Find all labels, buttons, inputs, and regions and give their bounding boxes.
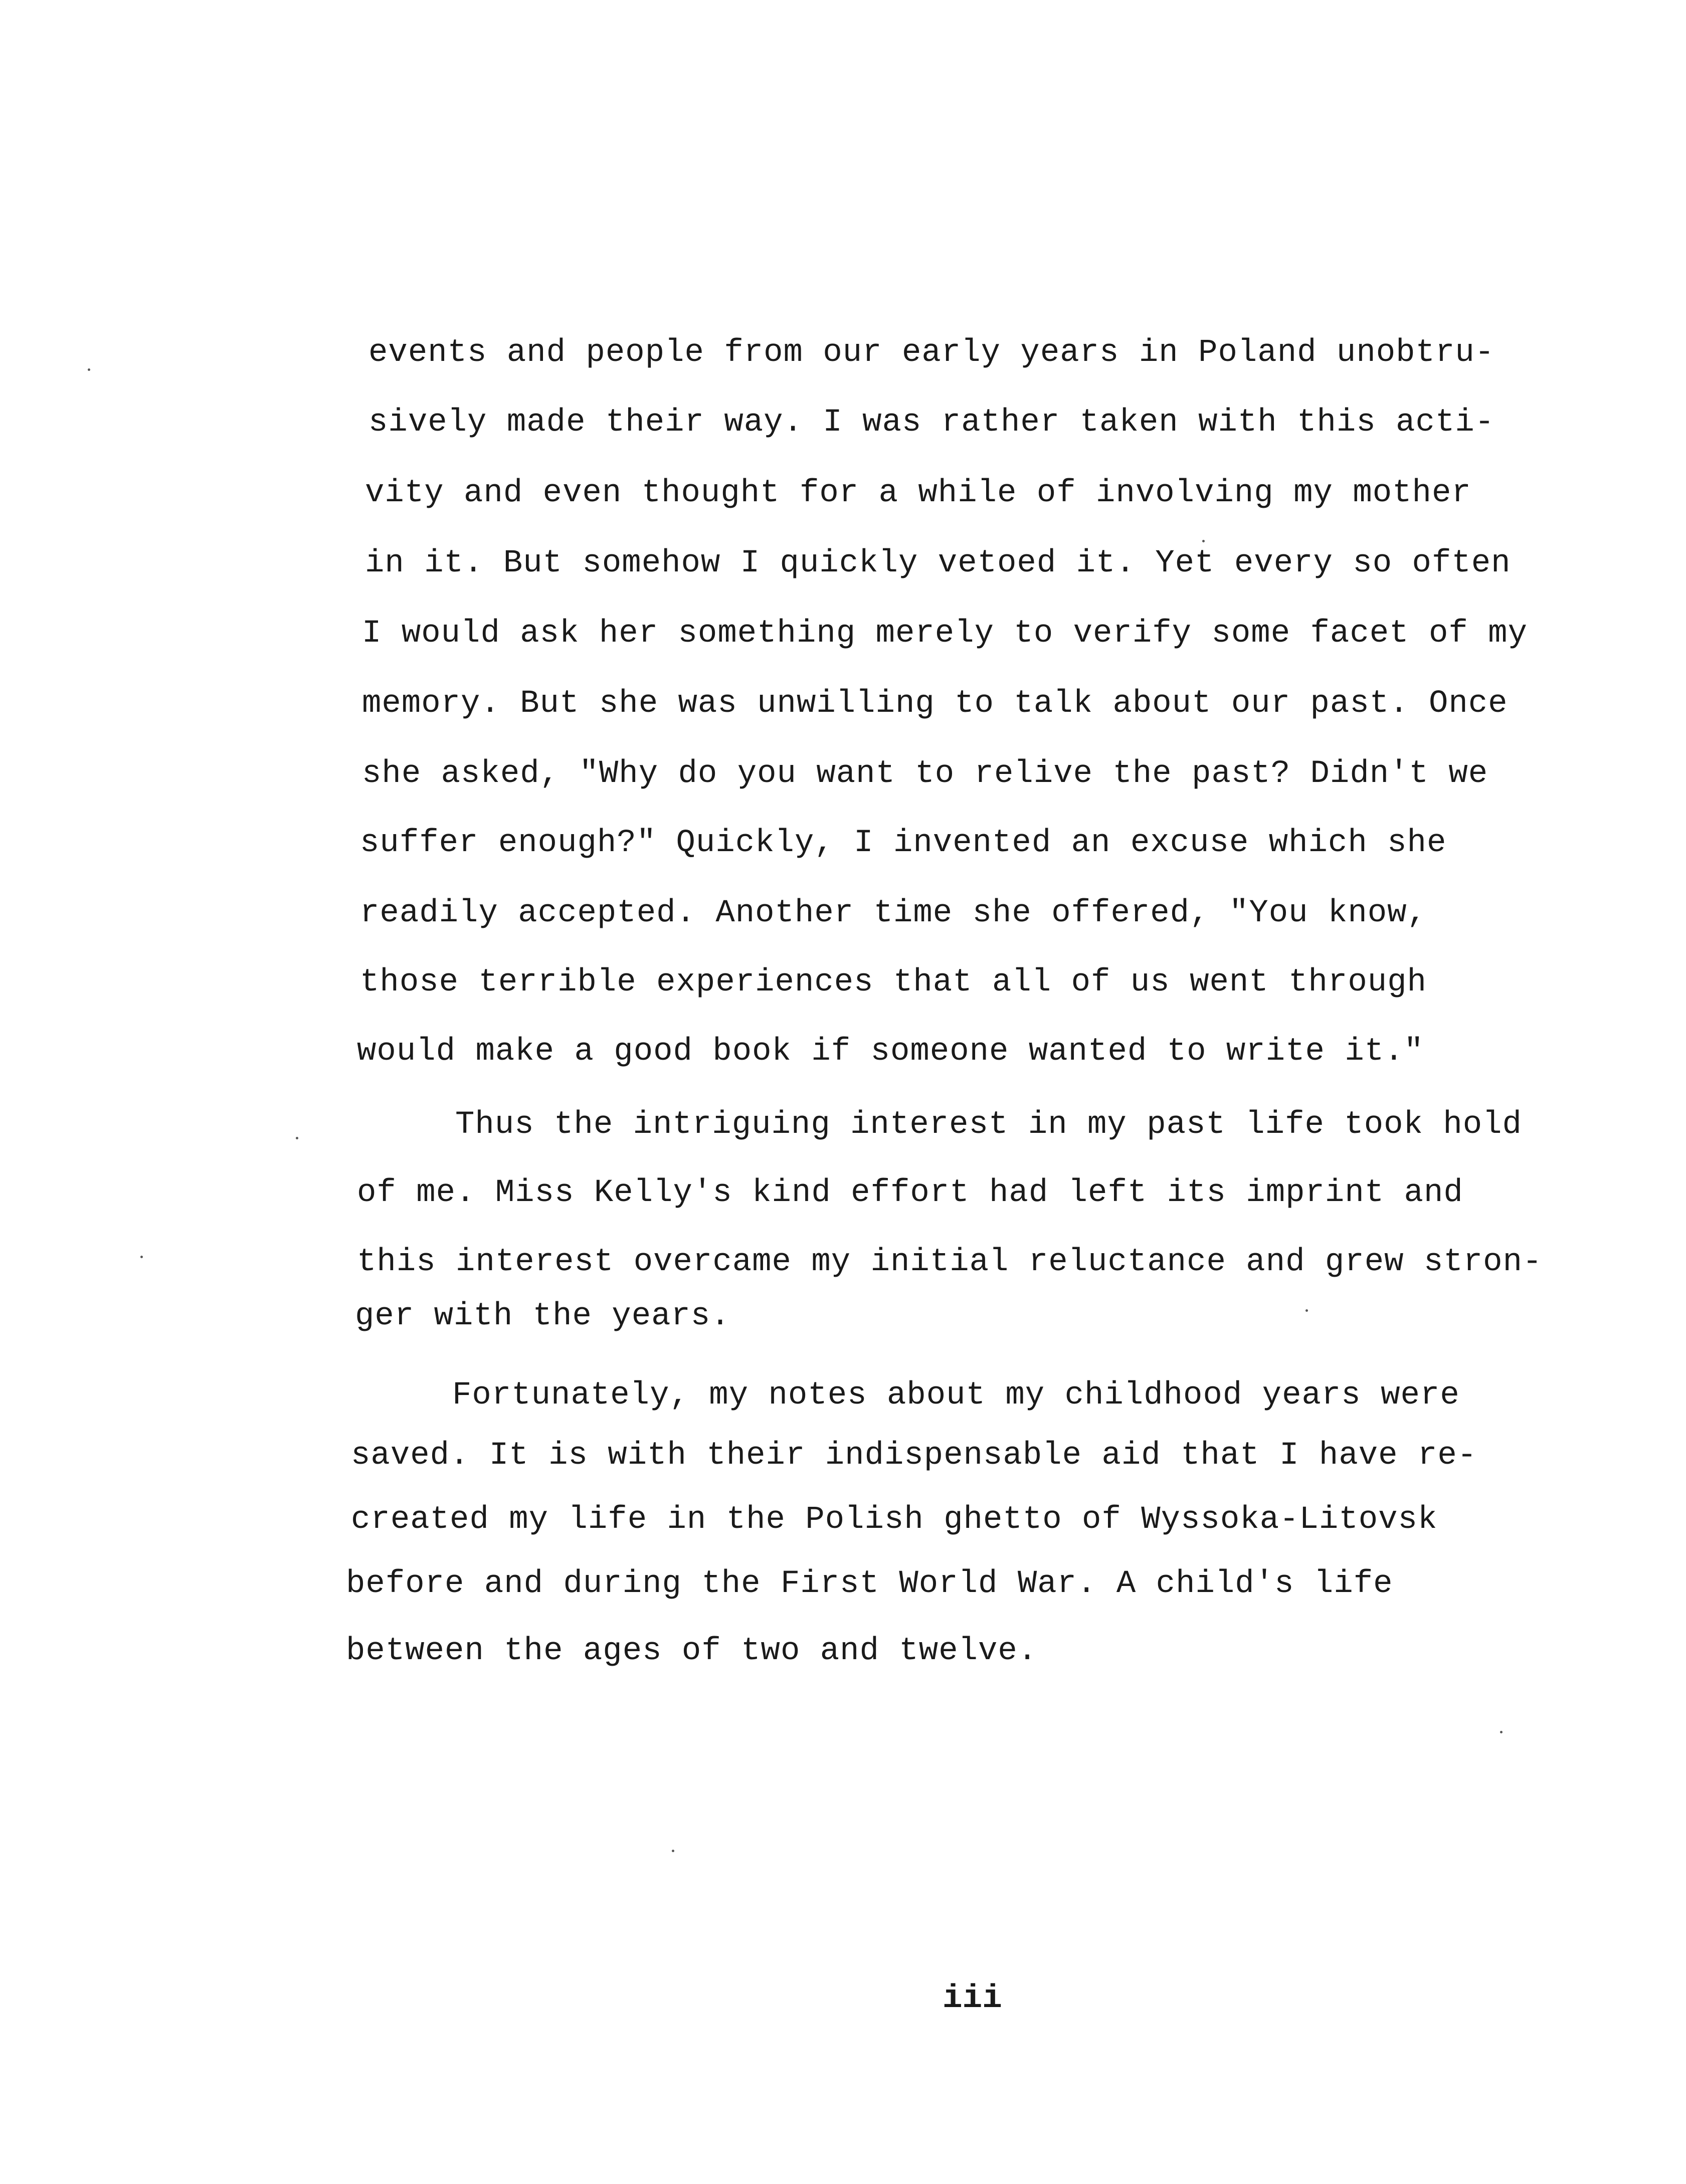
text-line: events and people from our early years in Poland unobtru- <box>368 335 1495 371</box>
scan-speck <box>296 1137 298 1139</box>
scan-speck <box>1305 1309 1308 1312</box>
text-line: between the ages of two and twelve. <box>346 1633 1038 1669</box>
scan-speck <box>88 368 90 371</box>
scan-speck <box>140 1256 143 1258</box>
text-line: ger with the years. <box>355 1298 730 1334</box>
text-line: in it. But somehow I quickly vetoed it. Yet every so often <box>365 545 1511 581</box>
scan-speck <box>1500 1731 1503 1733</box>
text-line: saved. It is with their indispensable aid that I have re- <box>351 1438 1477 1474</box>
text-line: suffer enough?" Quickly, I invented an excuse which she <box>360 825 1447 861</box>
text-line: I would ask her something merely to verify some facet of my <box>362 616 1528 652</box>
text-line: readily accepted. Another time she offered, "You know, <box>360 895 1427 931</box>
text-line: those terrible experiences that all of us went through <box>360 964 1427 1001</box>
text-line: of me. Miss Kelly's kind effort had left its imprint and <box>357 1175 1463 1211</box>
text-line: this interest overcame my initial reluctance and grew stron- <box>357 1244 1543 1280</box>
text-line: sively made their way. I was rather taken with this acti- <box>368 405 1495 441</box>
text-line: vity and even thought for a while of involving my mother <box>365 475 1471 511</box>
text-line: she asked, "Why do you want to relive the past? Didn't we <box>362 756 1488 792</box>
text-line: created my life in the Polish ghetto of Wyssoka-Litovsk <box>351 1502 1438 1538</box>
text-line: Thus the intriguing interest in my past life took hold <box>455 1107 1522 1143</box>
page-number: iii <box>943 1979 1002 2017</box>
text-line: before and during the First World War. A child's life <box>346 1566 1393 1602</box>
scan-speck <box>1202 540 1205 542</box>
scan-speck <box>672 1850 674 1852</box>
text-line: Fortunately, my notes about my childhood years were <box>452 1377 1460 1414</box>
text-line: would make a good book if someone wanted to write it." <box>357 1034 1424 1070</box>
text-line: memory. But she was unwilling to talk about our past. Once <box>362 686 1508 722</box>
